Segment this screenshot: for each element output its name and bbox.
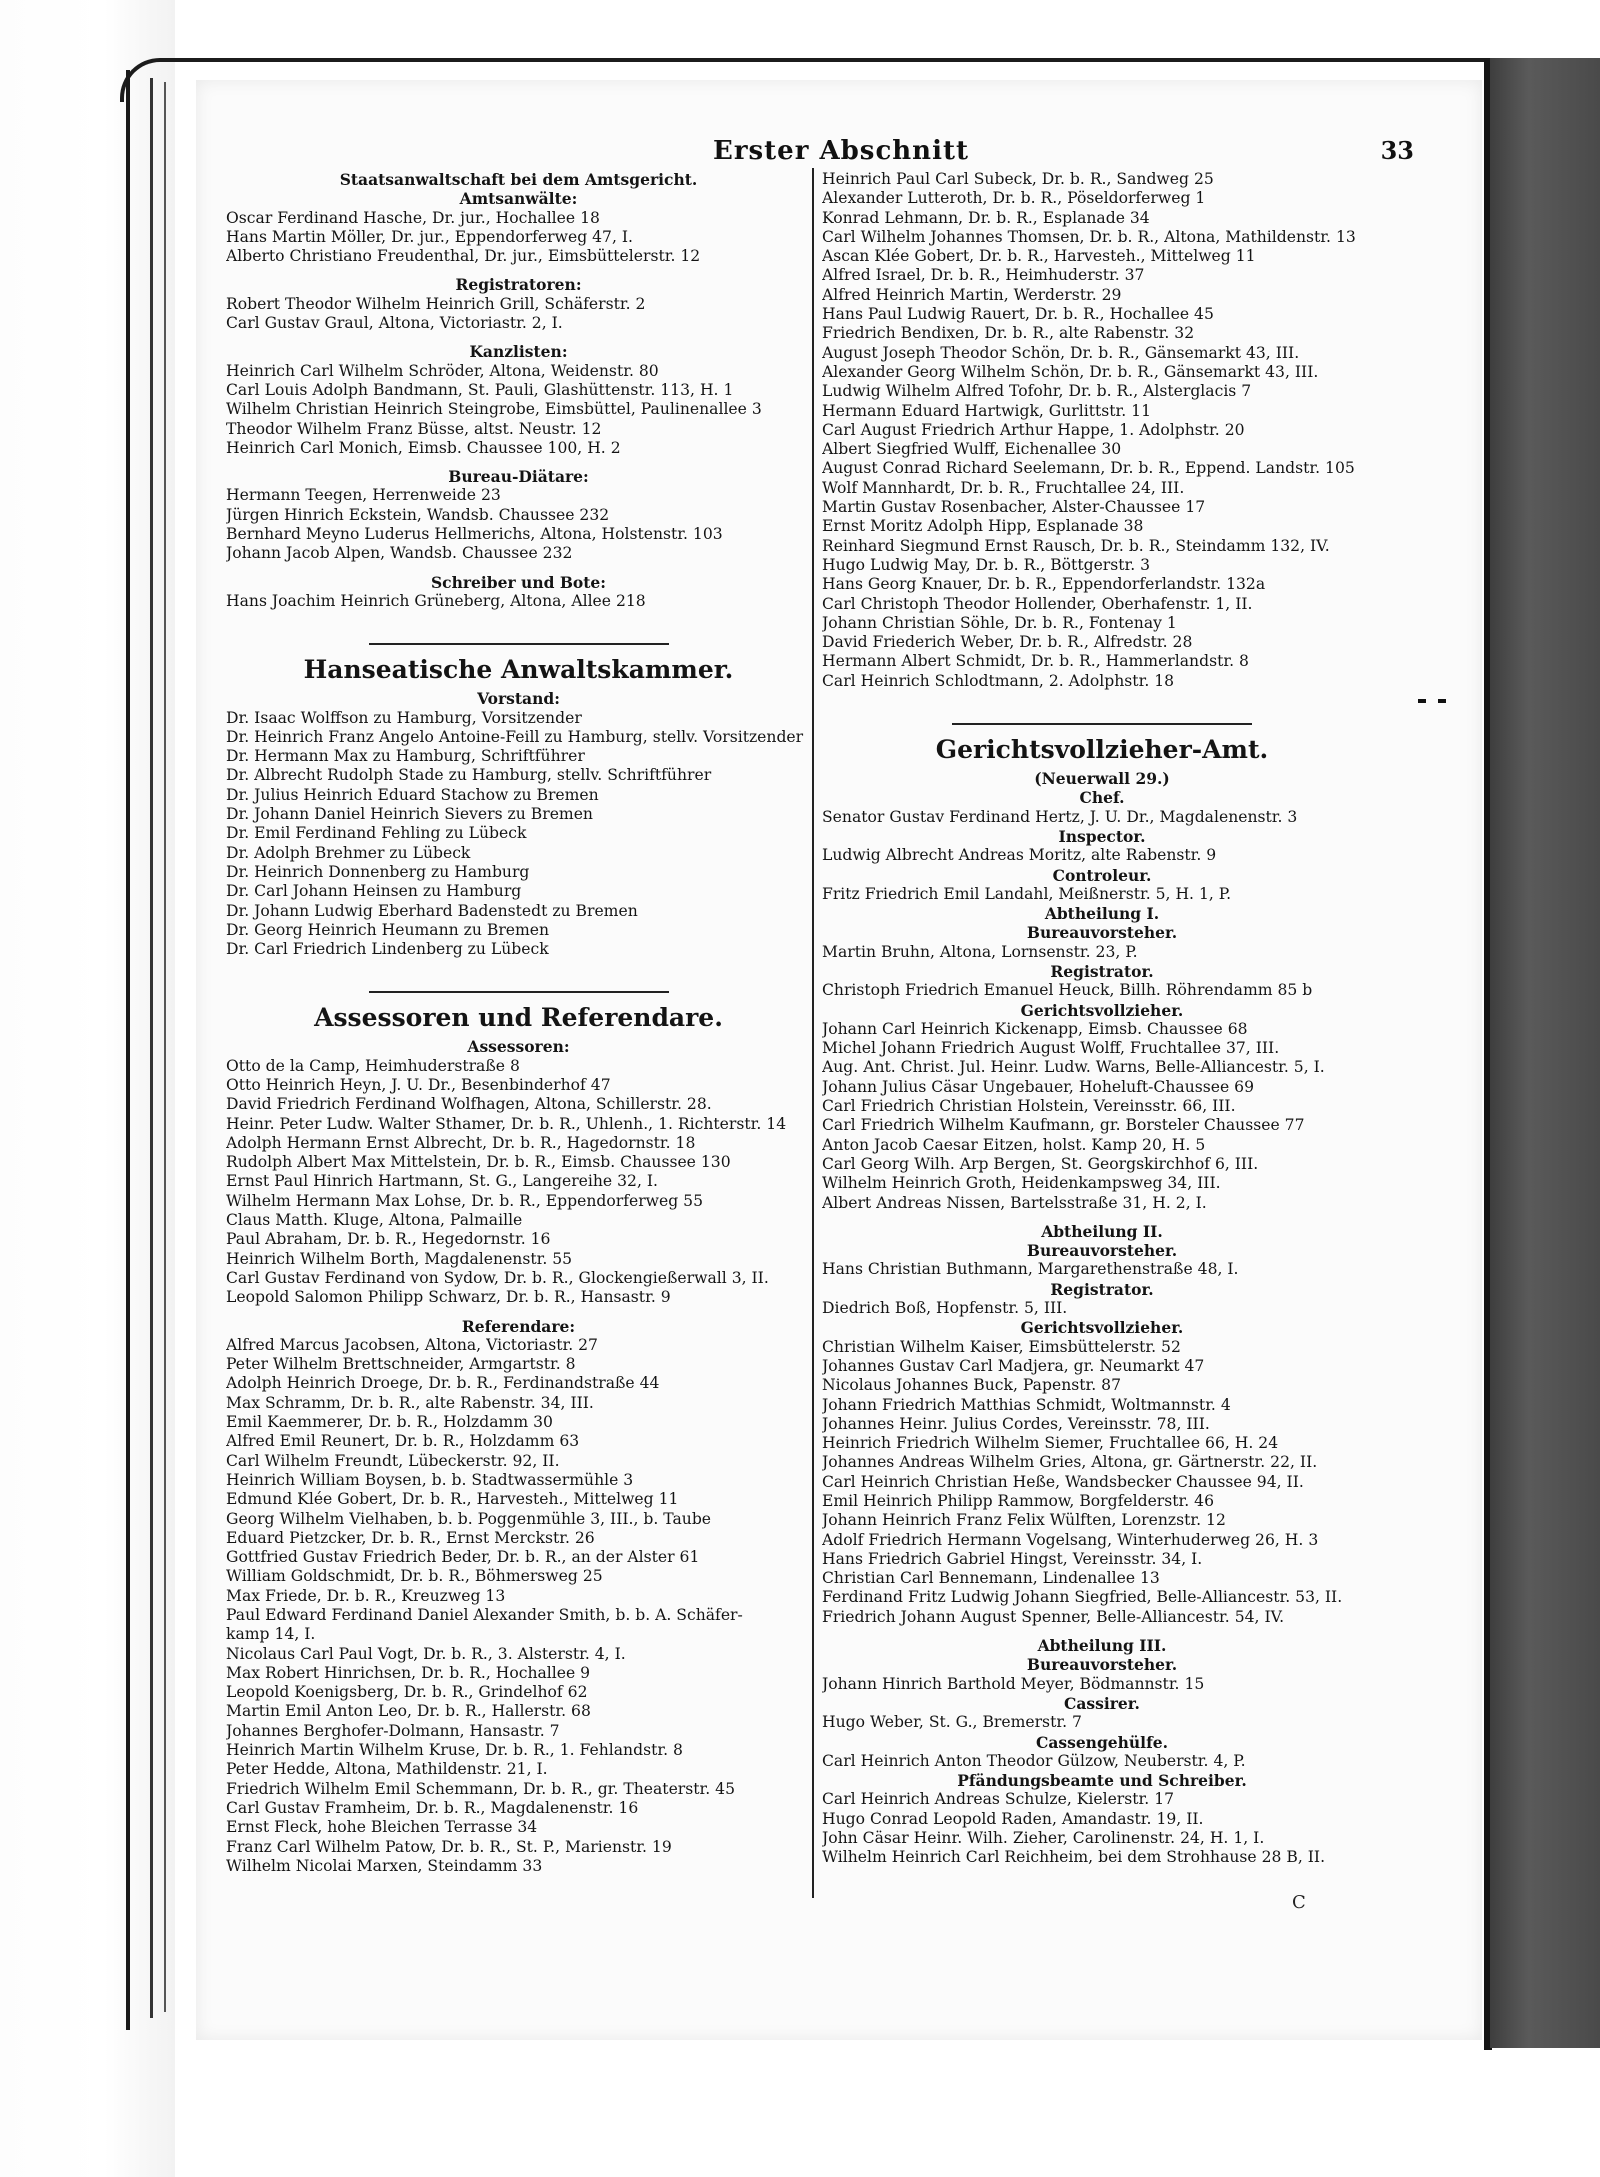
directory-entry: Carl Louis Adolph Bandmann, St. Pauli, Glashüttenstr. 113, H. 1	[226, 380, 734, 399]
directory-entry: Ernst Paul Hinrich Hartmann, St. G., Langereihe 32, I.	[226, 1172, 658, 1191]
directory-entry: Peter Wilhelm Brettschneider, Armgartstr. 8	[226, 1355, 576, 1374]
section-heading: Gerichtsvollzieher-Amt.	[935, 735, 1269, 765]
directory-entry: Friedrich Bendixen, Dr. b. R., alte Rabenstr. 32	[822, 324, 1195, 343]
book-edge-line	[164, 82, 166, 2012]
directory-entry: Johannes Gustav Carl Madjera, gr. Neumarkt 47	[822, 1356, 1205, 1375]
subsection-label: Cassirer.	[1064, 1693, 1140, 1713]
directory-entry: Alfred Marcus Jacobsen, Altona, Victoriastr. 27	[226, 1335, 598, 1354]
directory-entry: Leopold Koenigsberg, Dr. b. R., Grindelhof 62	[226, 1683, 588, 1702]
directory-entry: Peter Hedde, Altona, Mathildenstr. 21, I.	[226, 1760, 548, 1779]
directory-entry: Alfred Emil Reunert, Dr. b. R., Holzdamm 63	[226, 1432, 580, 1451]
directory-entry: Ludwig Wilhelm Alfred Tofohr, Dr. b. R., Alsterglacis 7	[822, 382, 1252, 401]
directory-entry: Dr. Emil Ferdinand Fehling zu Lübeck	[226, 824, 527, 843]
directory-entry: Johann Hinrich Barthold Meyer, Bödmannstr. 15	[822, 1674, 1205, 1693]
directory-entry: Georg Wilhelm Vielhaben, b. b. Poggenmühle 3, III., b. Taube	[226, 1509, 712, 1528]
directory-entry: Dr. Hermann Max zu Hamburg, Schriftführer	[226, 747, 585, 766]
directory-entry: Dr. Carl Friedrich Lindenberg zu Lübeck	[226, 940, 549, 959]
right-column	[822, 170, 1382, 1868]
subsection-label: Gerichtsvollzieher.	[1020, 1318, 1184, 1338]
directory-entry: Carl Gustav Framheim, Dr. b. R., Magdalenenstr. 16	[226, 1798, 639, 1817]
directory-entry: Heinr. Peter Ludw. Walter Sthamer, Dr. b. R., Uhlenh., 1. Richterstr. 14	[226, 1114, 787, 1133]
directory-entry: Eduard Pietzcker, Dr. b. R., Ernst Merckstr. 26	[226, 1528, 595, 1547]
directory-entry: Friedrich Wilhelm Emil Schemmann, Dr. b. R., gr. Theaterstr. 45	[226, 1779, 736, 1798]
directory-entry: Dr. Adolph Brehmer zu Lübeck	[226, 843, 471, 862]
directory-entry: Dr. Johann Daniel Heinrich Sievers zu Bremen	[226, 805, 593, 824]
page-number: 33	[1380, 136, 1414, 165]
directory-entry: Carl Georg Wilh. Arp Bergen, St. Georgskirchhof 6, III.	[822, 1154, 1259, 1173]
directory-entry: Anton Jacob Caesar Eitzen, holst. Kamp 20, H. 5	[822, 1135, 1206, 1154]
directory-entry: Carl Wilhelm Freundt, Lübeckerstr. 92, II.	[226, 1451, 560, 1470]
directory-entry: Max Robert Hinrichsen, Dr. b. R., Hochallee 9	[226, 1663, 591, 1682]
directory-entry: Christian Wilhelm Kaiser, Eimsbüttelerstr. 52	[822, 1337, 1181, 1356]
directory-entry: Oscar Ferdinand Hasche, Dr. jur., Hochallee 18	[226, 208, 600, 227]
directory-entry: Otto de la Camp, Heimhuderstraße 8	[226, 1056, 520, 1075]
section-separator	[369, 643, 669, 645]
directory-entry: Hugo Weber, St. G., Bremerstr. 7	[822, 1713, 1082, 1732]
subsection-label: Registrator.	[1050, 961, 1154, 981]
directory-entry: Johannes Heinr. Julius Cordes, Vereinsstr. 78, III.	[822, 1414, 1210, 1433]
directory-entry: Carl Gustav Graul, Altona, Victoriastr. 2, I.	[226, 314, 563, 333]
subsection-label: Controleur.	[1052, 865, 1152, 885]
spacer	[226, 333, 811, 342]
directory-entry: Dr. Carl Johann Heinsen zu Hamburg	[226, 882, 522, 901]
subsection-label: Staatsanwaltschaft bei dem Amtsgericht.	[339, 170, 698, 189]
directory-entry: Otto Heinrich Heyn, J. U. Dr., Besenbinderhof 47	[226, 1075, 611, 1094]
directory-entry: Wilhelm Heinrich Groth, Heidenkampsweg 34, III.	[822, 1174, 1221, 1193]
directory-entry: Hans Georg Knauer, Dr. b. R., Eppendorferlandstr. 132a	[822, 575, 1266, 594]
directory-entry: Christoph Friedrich Emanuel Heuck, Billh. Röhrendamm 85 b	[822, 981, 1313, 1000]
directory-entry: Michel Johann Friedrich August Wolff, Fruchtallee 37, III.	[822, 1039, 1280, 1058]
directory-entry: Hans Joachim Heinrich Grüneberg, Altona, Allee 218	[226, 591, 646, 610]
directory-entry: Bernhard Meyno Luderus Hellmerichs, Altona, Holstenstr. 103	[226, 525, 723, 544]
book-edge-line	[126, 70, 130, 2030]
directory-entry: Hans Paul Ludwig Rauert, Dr. b. R., Hochallee 45	[822, 305, 1214, 324]
directory-entry: Max Schramm, Dr. b. R., alte Rabenstr. 34, III.	[226, 1393, 594, 1412]
column-divider	[812, 168, 814, 1898]
subsection-label: (Neuerwall 29.)	[1034, 769, 1170, 789]
directory-entry: Carl Friedrich Wilhelm Kaufmann, gr. Borsteler Chaussee 77	[822, 1116, 1305, 1135]
directory-entry: Adolf Friedrich Hermann Vogelsang, Winterhuderweg 26, H. 3	[822, 1530, 1319, 1549]
directory-entry: Carl Heinrich Anton Theodor Gülzow, Neuberstr. 4, P.	[822, 1751, 1246, 1770]
directory-entry: Johann Friedrich Matthias Schmidt, Woltmannstr. 4	[822, 1395, 1231, 1414]
subsection-label: Referendare:	[461, 1316, 576, 1336]
spacer	[226, 458, 811, 467]
subsection-label: Amtsanwälte:	[459, 189, 578, 209]
directory-entry: Albert Andreas Nissen, Bartelsstraße 31, H. 2, I.	[822, 1193, 1207, 1212]
directory-entry: Wilhelm Heinrich Carl Reichheim, bei dem Strohhause 28 B, II.	[822, 1848, 1326, 1867]
directory-entry: Max Friede, Dr. b. R., Kreuzweg 13	[226, 1586, 506, 1605]
subsection-label: Chef.	[1079, 788, 1125, 808]
directory-entry: Wilhelm Nicolai Marxen, Steindamm 33	[226, 1856, 543, 1875]
directory-entry: Paul Edward Ferdinand Daniel Alexander Smith, b. b. A. Schäfer-	[226, 1606, 743, 1624]
directory-entry: Hugo Conrad Leopold Raden, Amandastr. 19, II.	[822, 1809, 1204, 1828]
section-heading: Assessoren und Referendare.	[314, 1003, 723, 1033]
section-title: Erster Abschnitt	[713, 136, 969, 166]
subsection-label: Abtheilung III.	[1037, 1636, 1167, 1656]
directory-entry: Robert Theodor Wilhelm Heinrich Grill, Schäferstr. 2	[226, 294, 646, 313]
directory-entry: Emil Kaemmerer, Dr. b. R., Holzdamm 30	[226, 1413, 553, 1432]
subsection-label: Bureau-Diätare:	[448, 467, 589, 487]
subsection-label: Assessoren:	[467, 1037, 570, 1057]
spacer	[822, 1627, 1382, 1636]
directory-entry: Alfred Heinrich Martin, Werderstr. 29	[822, 285, 1122, 304]
spacer	[226, 611, 811, 635]
directory-entry: Franz Carl Wilhelm Patow, Dr. b. R., St. P., Marienstr. 19	[226, 1837, 672, 1856]
directory-entry: Adolph Hermann Ernst Albrecht, Dr. b. R., Hagedornstr. 18	[226, 1133, 696, 1152]
directory-entry: Ernst Fleck, hohe Bleichen Terrasse 34	[226, 1818, 538, 1837]
directory-entry: Rudolph Albert Max Mittelstein, Dr. b. R., Eimsb. Chaussee 130	[226, 1153, 731, 1172]
subsection-label: Registrator.	[1050, 1279, 1154, 1299]
directory-entry: Heinrich Friedrich Wilhelm Siemer, Fruchtallee 66, H. 24	[822, 1434, 1279, 1453]
directory-entry: Ferdinand Fritz Ludwig Johann Siegfried, Belle-Alliancestr. 53, II.	[822, 1588, 1343, 1607]
directory-entry: Emil Heinrich Philipp Rammow, Borgfelderstr. 46	[822, 1492, 1215, 1510]
directory-entry: Nicolaus Carl Paul Vogt, Dr. b. R., 3. Alsterstr. 4, I.	[226, 1644, 626, 1663]
directory-entry: Hermann Teegen, Herrenweide 23	[226, 486, 501, 505]
directory-entry: Paul Abraham, Dr. b. R., Hegedornstr. 16	[226, 1230, 551, 1249]
directory-entry: Wilhelm Christian Heinrich Steingrobe, Eimsbüttel, Paulinenallee 3	[226, 400, 762, 419]
directory-entry: Jürgen Hinrich Eckstein, Wandsb. Chaussee 232	[226, 505, 610, 524]
subsection-label: Cassengehülfe.	[1035, 1732, 1168, 1752]
directory-entry: Carl Gustav Ferdinand von Sydow, Dr. b. R., Glockengießerwall 3, II.	[226, 1268, 769, 1287]
directory-entry: Adolph Heinrich Droege, Dr. b. R., Ferdinandstraße 44	[226, 1374, 660, 1393]
subsection-label: Kanzlisten:	[469, 342, 568, 362]
directory-entry: Johann Heinrich Franz Felix Wülften, Lorenzstr. 12	[822, 1511, 1226, 1530]
directory-entry: Johann Christian Söhle, Dr. b. R., Fontenay 1	[822, 613, 1177, 632]
directory-entry: Carl Friedrich Christian Holstein, Vereinsstr. 66, III.	[822, 1097, 1236, 1116]
directory-entry: Heinrich Carl Wilhelm Schröder, Altona, Weidenstr. 80	[226, 361, 659, 380]
directory-entry: Martin Emil Anton Leo, Dr. b. R., Hallerstr. 68	[226, 1702, 591, 1721]
directory-entry: Carl Christoph Theodor Hollender, Oberhafenstr. 1, II.	[822, 594, 1253, 613]
spacer	[226, 266, 811, 275]
directory-entry: Heinrich Carl Monich, Eimsb. Chaussee 100, H. 2	[226, 438, 621, 457]
directory-entry: kamp 14, I.	[226, 1625, 316, 1644]
directory-entry: Ernst Moritz Adolph Hipp, Esplanade 38	[822, 517, 1144, 536]
directory-entry: Friedrich Johann August Spenner, Belle-Alliancestr. 54, IV.	[822, 1607, 1285, 1626]
directory-entry: John Cäsar Heinr. Wilh. Zieher, Carolinenstr. 24, H. 1, I.	[822, 1829, 1265, 1848]
directory-entry: Ludwig Albrecht Andreas Moritz, alte Rabenstr. 9	[822, 846, 1217, 865]
directory-entry: Dr. Julius Heinrich Eduard Stachow zu Bremen	[226, 785, 599, 804]
directory-entry: Alberto Christiano Freudenthal, Dr. jur., Eimsbüttelerstr. 12	[226, 247, 701, 266]
directory-entry: Ascan Klée Gobert, Dr. b. R., Harvesteh., Mittelweg 11	[822, 247, 1256, 266]
spacer	[226, 564, 811, 573]
directory-entry: Konrad Lehmann, Dr. b. R., Esplanade 34	[822, 208, 1150, 227]
directory-entry: Carl Heinrich Christian Heße, Wandsbecker Chaussee 94, II.	[822, 1472, 1304, 1491]
subsection-label: Bureauvorsteher.	[1026, 923, 1178, 943]
scan-background-left	[0, 0, 175, 2177]
directory-entry: August Joseph Theodor Schön, Dr. b. R., Gänsemarkt 43, III.	[822, 343, 1300, 362]
directory-entry: Johannes Andreas Wilhelm Gries, Altona, gr. Gärtnerstr. 22, II.	[822, 1453, 1318, 1472]
subsection-label: Pfändungsbeamte und Schreiber.	[957, 1771, 1247, 1791]
directory-entry: Carl Heinrich Schlodtmann, 2. Adolphstr. 18	[822, 671, 1175, 690]
directory-entry: Theodor Wilhelm Franz Büsse, altst. Neustr. 12	[226, 419, 602, 438]
directory-entry: Aug. Ant. Christ. Jul. Heinr. Ludw. Warns, Belle-Alliancestr. 5, I.	[822, 1058, 1325, 1077]
directory-entry: Nicolaus Johannes Buck, Papenstr. 87	[822, 1376, 1121, 1395]
subsection-label: Schreiber und Bote:	[430, 572, 607, 592]
scan-background-right	[1490, 58, 1600, 2048]
directory-entry: Martin Bruhn, Altona, Lornsenstr. 23, P.	[822, 942, 1138, 961]
directory-entry: Dr. Isaac Wolffson zu Hamburg, Vorsitzender	[226, 708, 582, 727]
directory-entry: David Friederich Weber, Dr. b. R., Alfredstr. 28	[822, 633, 1193, 652]
directory-entry: Wolf Mannhardt, Dr. b. R., Fruchtallee 24, III.	[822, 478, 1185, 497]
directory-entry: Claus Matth. Kluge, Altona, Palmaille	[226, 1211, 523, 1230]
footer-mark: C	[1292, 1892, 1306, 1913]
subsection-label: Gerichtsvollzieher.	[1020, 1000, 1184, 1020]
directory-entry: Johann Jacob Alpen, Wandsb. Chaussee 232	[226, 544, 573, 563]
spacer	[822, 691, 1382, 715]
directory-entry: Dr. Albrecht Rudolph Stade zu Hamburg, stellv. Schriftführer	[226, 766, 712, 785]
directory-entry: Senator Gustav Ferdinand Hertz, J. U. Dr., Magdalenenstr. 3	[822, 807, 1298, 826]
directory-entry: Gottfried Gustav Friedrich Beder, Dr. b. R., an der Alster 61	[226, 1548, 700, 1567]
section-heading: Hanseatische Anwaltskammer.	[303, 655, 734, 685]
spacer	[226, 959, 811, 983]
directory-entry: Dr. Heinrich Franz Angelo Antoine-Feill zu Hamburg, stellv. Vorsitzender	[226, 727, 804, 746]
directory-entry: Hermann Albert Schmidt, Dr. b. R., Hammerlandstr. 8	[822, 652, 1249, 671]
spacer	[226, 1308, 811, 1317]
directory-entry: Alexander Lutteroth, Dr. b. R., Pöseldorferweg 1	[822, 189, 1206, 208]
directory-entry: Heinrich William Boysen, b. b. Stadtwassermühle 3	[226, 1470, 634, 1489]
subsection-label: Abtheilung I.	[1044, 904, 1160, 924]
subsection-label: Inspector.	[1058, 826, 1146, 846]
directory-entry: Alexander Georg Wilhelm Schön, Dr. b. R., Gänsemarkt 43, III.	[822, 362, 1319, 381]
left-column	[226, 170, 811, 1876]
directory-entry: David Friedrich Ferdinand Wolfhagen, Altona, Schillerstr. 28.	[226, 1095, 712, 1114]
directory-entry: Dr. Johann Ludwig Eberhard Badenstedt zu Bremen	[226, 901, 638, 920]
directory-entry: Albert Siegfried Wulff, Eichenallee 30	[822, 440, 1122, 459]
subsection-label: Vorstand:	[477, 689, 560, 709]
directory-entry: Heinrich Paul Carl Subeck, Dr. b. R., Sandweg 25	[822, 170, 1214, 188]
directory-entry: Leopold Salomon Philipp Schwarz, Dr. b. R., Hansastr. 9	[226, 1288, 671, 1307]
directory-entry: Dr. Heinrich Donnenberg zu Hamburg	[226, 862, 530, 881]
directory-entry: William Goldschmidt, Dr. b. R., Böhmersweg 25	[226, 1567, 603, 1586]
directory-entry: Martin Gustav Rosenbacher, Alster-Chaussee 17	[822, 498, 1206, 517]
directory-entry: Dr. Georg Heinrich Heumann zu Bremen	[226, 920, 550, 939]
directory-entry: Carl Heinrich Andreas Schulze, Kielerstr. 17	[822, 1790, 1175, 1809]
directory-entry: Hermann Eduard Hartwigk, Gurlittstr. 11	[822, 401, 1152, 420]
directory-entry: Edmund Klée Gobert, Dr. b. R., Harvesteh., Mittelweg 11	[226, 1490, 679, 1509]
directory-entry: Johann Carl Heinrich Kickenapp, Eimsb. Chaussee 68	[822, 1019, 1248, 1038]
directory-entry: Carl Wilhelm Johannes Thomsen, Dr. b. R., Altona, Mathildenstr. 13	[822, 227, 1356, 246]
section-separator	[952, 723, 1252, 725]
spacer	[822, 1213, 1382, 1222]
directory-entry: Hans Christian Buthmann, Margarethenstraße 48, I.	[822, 1260, 1239, 1279]
directory-entry: Hugo Ludwig May, Dr. b. R., Böttgerstr. 3	[822, 555, 1151, 574]
subsection-label: Bureauvorsteher.	[1026, 1241, 1178, 1261]
directory-entry: Carl August Friedrich Arthur Happe, 1. Adolphstr. 20	[822, 420, 1245, 439]
section-separator	[369, 991, 669, 993]
directory-entry: Hans Martin Möller, Dr. jur., Eppendorferweg 47, I.	[226, 227, 634, 246]
directory-entry: Fritz Friedrich Emil Landahl, Meißnerstr. 5, H. 1, P.	[822, 884, 1232, 903]
directory-entry: Johann Julius Cäsar Ungebauer, Hoheluft-Chaussee 69	[822, 1077, 1255, 1096]
page-header	[210, 136, 1472, 170]
directory-entry: Diedrich Boß, Hopfenstr. 5, III.	[822, 1299, 1068, 1318]
directory-entry: Reinhard Siegmund Ernst Rausch, Dr. b. R., Steindamm 132, IV.	[822, 536, 1330, 555]
subsection-label: Abtheilung II.	[1041, 1221, 1163, 1241]
subsection-label: Bureauvorsteher.	[1026, 1655, 1178, 1675]
directory-entry: Alfred Israel, Dr. b. R., Heimhuderstr. 37	[822, 266, 1145, 285]
directory-entry: Christian Carl Bennemann, Lindenallee 13	[822, 1569, 1160, 1588]
margin-mark	[1418, 688, 1458, 694]
book-edge-line	[150, 78, 153, 2018]
directory-entry: Johannes Berghofer-Dolmann, Hansastr. 7	[226, 1721, 560, 1740]
subsection-label: Registratoren:	[455, 275, 582, 295]
directory-entry: Heinrich Martin Wilhelm Kruse, Dr. b. R., 1. Fehlandstr. 8	[226, 1741, 683, 1760]
directory-entry: Hans Friedrich Gabriel Hingst, Vereinsstr. 34, I.	[822, 1549, 1203, 1568]
directory-entry: August Conrad Richard Seelemann, Dr. b. R., Eppend. Landstr. 105	[822, 459, 1355, 478]
directory-entry: Heinrich Wilhelm Borth, Magdalenenstr. 55	[226, 1249, 573, 1268]
directory-entry: Wilhelm Hermann Max Lohse, Dr. b. R., Eppendorferweg 55	[226, 1191, 704, 1210]
